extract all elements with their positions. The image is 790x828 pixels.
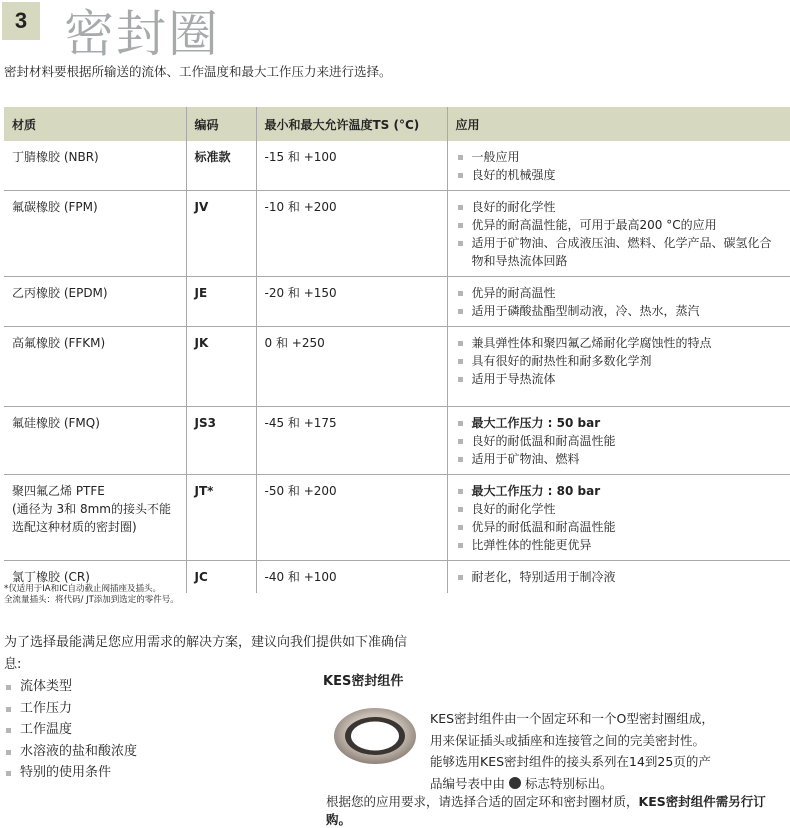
application-cell bbox=[447, 561, 790, 593]
info-request-text: 为了选择最能满足您应用需求的解决方案，建议向我们提供如下准确信息: bbox=[4, 635, 408, 672]
column-header-temperature: 最小和最大允许温度TS (°C) bbox=[256, 107, 447, 141]
kes-note-bold: KES密封组件需另行订购。 bbox=[326, 794, 766, 827]
column-header-application: 应用 bbox=[447, 107, 790, 141]
material-cell bbox=[4, 191, 186, 277]
kes-order-note bbox=[326, 792, 790, 828]
material-name: 氟硅橡胶 (FMQ) bbox=[12, 416, 100, 430]
kes-line: 用来保证插头或插座和连接管之间的完美密封性。 bbox=[430, 732, 706, 748]
list-item: 工作温度 bbox=[4, 719, 414, 741]
temperature-cell: -40 和 +100 bbox=[256, 561, 447, 593]
application-item: 良好的耐化学性 bbox=[456, 198, 783, 216]
application-item: 一般应用 bbox=[456, 148, 783, 166]
application-item: 优异的耐高温性 bbox=[456, 284, 783, 302]
material-note: (通径为 3和 8mm的接头不能选配这种材质的密封圈) bbox=[12, 502, 171, 534]
application-item: 适用于矿物油、合成液压油、燃料、化学产品、碳氢化合物和导热流体回路 bbox=[456, 234, 783, 270]
material-cell bbox=[4, 407, 186, 475]
list-item: 水溶液的盐和酸浓度 bbox=[4, 741, 414, 763]
material-name: 丁腈橡胶 (NBR) bbox=[12, 150, 99, 164]
code-cell: JC bbox=[186, 561, 256, 593]
seal-material-table bbox=[4, 107, 790, 593]
application-cell bbox=[447, 327, 790, 407]
application-cell bbox=[447, 141, 790, 191]
temperature-cell: -50 和 +200 bbox=[256, 475, 447, 561]
kes-line: 能够选用KES密封组件的接头系列在14到25页的产 bbox=[430, 754, 711, 769]
material-name: 氟碳橡胶 (FPM) bbox=[12, 200, 98, 214]
kes-description bbox=[430, 708, 790, 794]
kes-line: KES密封组件由一个固定环和一个O型密封圈组成， bbox=[430, 711, 714, 726]
footnote: *仅适用于IA和IC自动截止阀插座及插头。 bbox=[4, 584, 162, 594]
temperature-cell: -45 和 +175 bbox=[256, 407, 447, 475]
kes-logo-icon bbox=[509, 777, 521, 789]
application-item: 比弹性体的性能更优异 bbox=[456, 536, 783, 554]
list-item: 流体类型 bbox=[4, 676, 414, 698]
list-item: 特别的使用条件 bbox=[4, 762, 414, 784]
intro-text: 密封材料要根据所输送的流体、工作温度和最大工作压力来进行选择。 bbox=[4, 64, 392, 79]
code-cell: JK bbox=[186, 327, 256, 407]
application-cell bbox=[447, 407, 790, 475]
material-cell bbox=[4, 475, 186, 561]
application-item: 具有很好的耐热性和耐多数化学剂 bbox=[456, 352, 783, 370]
application-item: 兼具弹性体和聚四氟乙烯耐化学腐蚀性的特点 bbox=[456, 334, 783, 352]
application-cell bbox=[447, 475, 790, 561]
material-cell bbox=[4, 141, 186, 191]
column-header-code: 编码 bbox=[186, 107, 256, 141]
application-item: 适用于矿物油、燃料 bbox=[456, 450, 783, 468]
application-item: 适用于磷酸盐酯型制动液，冷、热水，蒸汽 bbox=[456, 302, 783, 320]
application-item: 良好的耐化学性 bbox=[456, 500, 783, 518]
footnote: 全流量插头：将代码/ JT添加到选定的零件号。 bbox=[4, 595, 179, 605]
list-item: 工作压力 bbox=[4, 698, 414, 720]
temperature-cell: -15 和 +100 bbox=[256, 141, 447, 191]
code-cell: JT* bbox=[186, 475, 256, 561]
max-pressure: 最大工作压力 : 50 bar bbox=[456, 414, 783, 432]
table-row bbox=[4, 191, 790, 277]
material-name: 氯丁橡胶 (CR) bbox=[12, 570, 90, 584]
table-row bbox=[4, 407, 790, 475]
page-title: 密封圈 bbox=[64, 5, 220, 63]
material-name: 聚四氟乙烯 PTFE bbox=[12, 484, 105, 498]
application-item: 良好的机械强度 bbox=[456, 166, 783, 184]
temperature-cell: 0 和 +250 bbox=[256, 327, 447, 407]
application-cell bbox=[447, 277, 790, 327]
application-item: 适用于导热流体 bbox=[456, 370, 783, 388]
max-pressure: 最大工作压力 : 80 bar bbox=[456, 482, 783, 500]
kes-line: 品编号表中由 bbox=[430, 775, 506, 791]
table-row bbox=[4, 141, 790, 191]
footnotes bbox=[4, 584, 179, 606]
table-row bbox=[4, 327, 790, 407]
table-row bbox=[4, 277, 790, 327]
section-number-badge: 3 bbox=[2, 2, 40, 40]
kes-seal-ring-image bbox=[333, 706, 417, 766]
temperature-cell: -20 和 +150 bbox=[256, 277, 447, 327]
kes-note-text: 根据您的应用要求，请选择合适的固定环和密封圈材质， bbox=[326, 794, 639, 809]
column-header-material: 材质 bbox=[4, 107, 186, 141]
code-cell: JV bbox=[186, 191, 256, 277]
code-cell: JS3 bbox=[186, 407, 256, 475]
material-cell bbox=[4, 327, 186, 407]
application-item: 优异的耐高温性能，可用于最高200 °C的应用 bbox=[456, 216, 783, 234]
material-cell bbox=[4, 277, 186, 327]
application-item: 耐老化，特别适用于制冷液 bbox=[456, 568, 783, 586]
table-row bbox=[4, 475, 790, 561]
material-name: 乙丙橡胶 (EPDM) bbox=[12, 286, 108, 300]
application-item: 良好的耐低温和耐高温性能 bbox=[456, 432, 783, 450]
code-cell: JE bbox=[186, 277, 256, 327]
application-cell bbox=[447, 191, 790, 277]
kes-line: 标志特别标出。 bbox=[524, 775, 613, 791]
code-cell: 标准款 bbox=[186, 141, 256, 191]
kes-title: KES密封组件 bbox=[323, 674, 404, 689]
material-name: 高氟橡胶 (FFKM) bbox=[12, 336, 106, 350]
temperature-cell: -10 和 +200 bbox=[256, 191, 447, 277]
application-item: 优异的耐低温和耐高温性能 bbox=[456, 518, 783, 536]
